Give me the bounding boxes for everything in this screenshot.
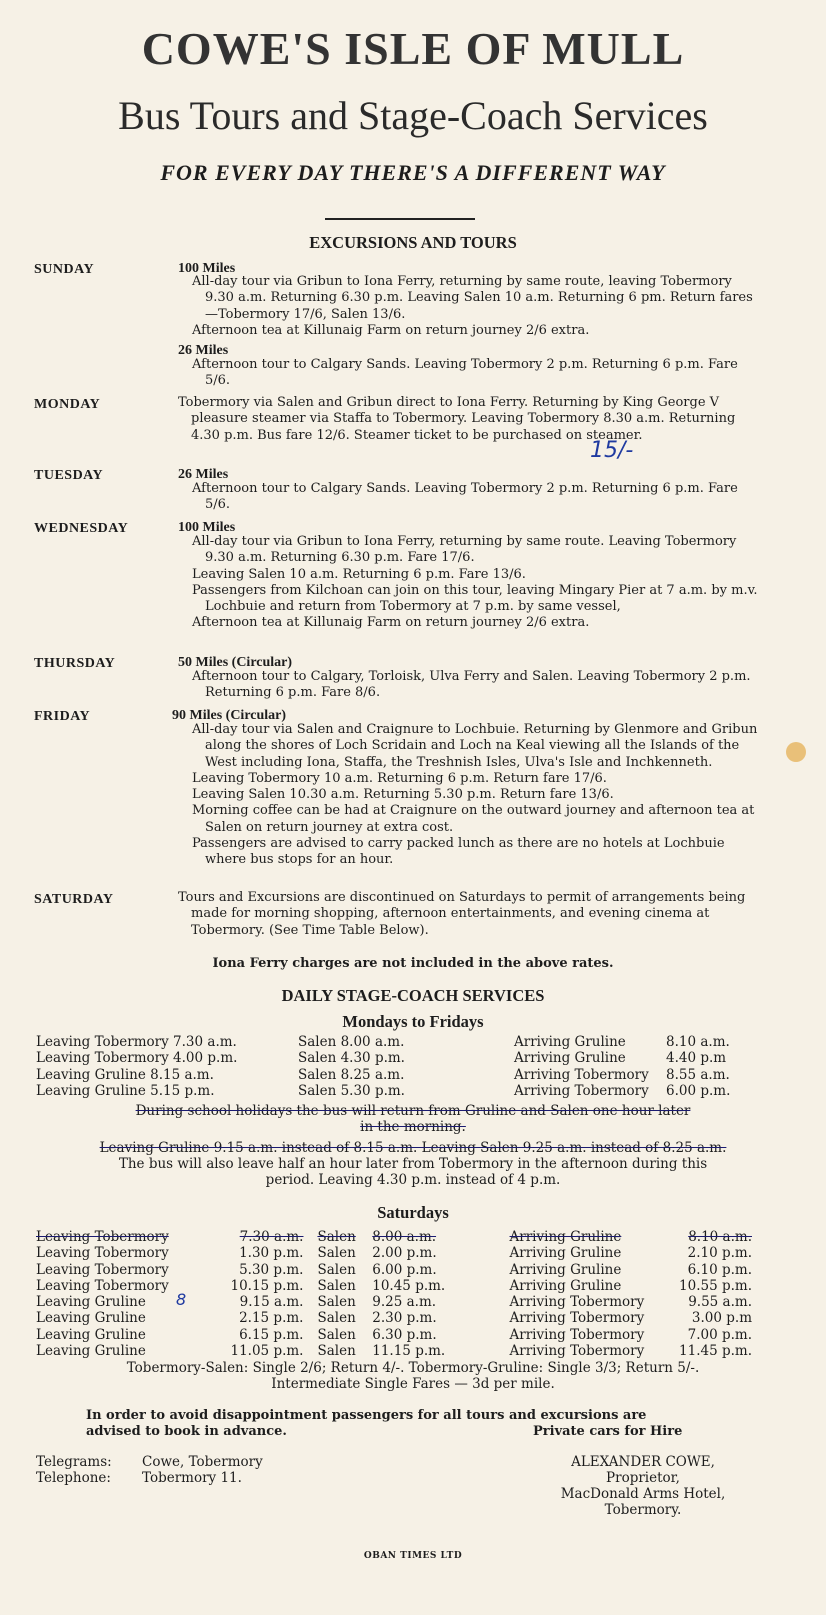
saturday-cell: 8.10 a.m. [688,1229,752,1245]
tuesday-miles: 26 Miles [178,467,229,482]
saturday-note [178,890,760,939]
weekday-cell: Salen 4.30 p.m. [298,1050,405,1067]
saturday-cell: 5.30 p.m. [239,1261,304,1278]
saturday-cell: Leaving Tobermory [36,1261,169,1278]
saturday-cell: Leaving Tobermory [36,1245,169,1262]
saturday-row [36,1278,752,1294]
saturday-cell: Salen [317,1343,356,1360]
thursday-miles: 50 Miles (Circular) [178,655,293,670]
weekday-cell: 8.55 a.m. [666,1066,730,1083]
saturday-row [36,1245,752,1261]
advice-line1: In order to avoid disappointment passengers for all tours and excursions are [86,1408,647,1423]
saturday-cell: Salen [317,1326,356,1343]
weekday-cell: Leaving Tobermory 7.30 a.m. [36,1034,237,1050]
saturday-cell: Arriving Gruline [509,1245,622,1262]
saturday-cell: Salen [317,1261,356,1278]
saturday-timetable [36,1229,752,1359]
saturday-cell: 6.00 p.m. [372,1261,437,1278]
tuesday-tour [192,481,760,514]
holiday-notice-line5: period. Leaving 4.30 p.m. instead of 4 p.m. [265,1172,561,1188]
sunday-tour-b [192,357,760,390]
saturday-cell: 11.15 p.m. [372,1343,446,1360]
saturday-cell: 2.15 p.m. [239,1310,304,1327]
saturday-row [36,1327,752,1343]
saturday-cell: 11.05 p.m. [230,1343,304,1360]
saturday-cell: 9.15 a.m. [239,1294,304,1311]
saturday-cell: Arriving Gruline [509,1261,622,1278]
saturday-cell: Salen [317,1294,356,1311]
weekday-cell: Salen 8.25 a.m. [298,1066,405,1083]
friday-p2: Leaving Tobermory 10 a.m. Returning 6 p.m. Return fare 17/6. [192,770,607,786]
fares-line1: Tobermory-Salen: Single 2/6; Return 4/-. Tobermory-Gruline: Single 3/3; Return 5/-. [126,1360,700,1376]
hotel-name: MacDonald Arms Hotel, [560,1486,726,1502]
handwritten-time-annotation: 8 [176,1290,187,1309]
wednesday-p3: Passengers from Kilchoan can join on this tour, leaving Mingary Pier at 7 a.m. by m.v. Lochbuie and return from Tobermory at 7 p.m. by same vessel, [192,582,758,615]
saturday-cell: 7.00 p.m. [687,1326,752,1343]
weekday-cell: 8.10 a.m. [666,1034,730,1050]
weekday-cell: Leaving Tobermory 4.00 p.m. [36,1050,238,1067]
private-cars-note: Private cars for Hire [533,1424,683,1439]
saturday-cell: Salen [317,1277,356,1294]
wednesday-tour [192,534,760,632]
saturday-cell: Leaving Gruline [36,1343,146,1360]
weekday-cell: Arriving Gruline [514,1034,626,1050]
saturday-row [36,1262,752,1278]
sunday-tour-b-text: Afternoon tour to Calgary Sands. Leaving Tobermory 2 p.m. Returning 6 p.m. Fare 5/6. [192,357,738,389]
saturday-cell: Leaving Tobermory [36,1229,169,1245]
weekday-row [36,1067,758,1083]
saturday-row [36,1310,752,1326]
holiday-notice-line3: Leaving Gruline 9.15 a.m. instead of 8.15 a.m. Leaving Salen 9.25 a.m. instead of 8.25 a.m. [99,1140,727,1156]
weekday-row [36,1050,758,1066]
saturday-row [36,1229,752,1245]
day-saturday: SATURDAY [34,892,114,907]
weekday-row [36,1034,758,1050]
saturday-cell: Arriving Gruline [509,1277,622,1294]
weekday-cell: 6.00 p.m. [666,1082,731,1099]
day-tuesday: TUESDAY [34,468,104,483]
saturday-cell: Leaving Gruline [36,1294,146,1311]
wednesday-miles: 100 Miles [178,520,236,535]
telephone-value: Tobermory 11. [142,1470,242,1486]
day-sunday: SUNDAY [34,262,95,277]
saturday-cell: Leaving Gruline [36,1326,146,1343]
ferry-charges-note: Iona Ferry charges are not included in the above rates. [212,956,614,971]
day-wednesday: WEDNESDAY [34,521,129,536]
telephone-label: Telephone: [36,1470,111,1486]
thursday-tour-text: Afternoon tour to Calgary, Torloisk, Ulva Ferry and Salen. Leaving Tobermory 2 p.m. Returning 6 p.m. Fare 8/6. [192,669,751,701]
weekday-cell: Salen 5.30 p.m. [298,1082,405,1099]
monday-tour-text: Tobermory via Salen and Gribun direct to Iona Ferry. Returning by King George V pleasure steamer via Staffa to Tobermory. Leaving Tobermory 8.30 a.m. Returning 4.30 p.m. Bus fare 12/6. Steamer ticket to be purchased on steamer. [178,395,736,443]
day-monday: MONDAY [34,397,101,412]
fares-line2: Intermediate Single Fares — 3d per mile. [271,1376,555,1392]
saturday-cell: 3.00 p.m [691,1310,752,1327]
hotel-town: Tobermory. [604,1502,682,1518]
excursions-heading: EXCURSIONS AND TOURS [309,233,517,252]
wednesday-p4: Afternoon tea at Killunaig Farm on return journey 2/6 extra. [192,615,590,631]
page-subtitle: Bus Tours and Stage-Coach Services [118,93,708,138]
saturday-cell: Salen [317,1229,356,1245]
friday-p3: Leaving Salen 10.30 a.m. Returning 5.30 p.m. Return fare 13/6. [192,787,614,803]
saturday-cell: 10.15 p.m. [230,1277,304,1294]
holiday-notice-line1: During school holidays the bus will return from Gruline and Salen one hour later [135,1103,691,1119]
day-friday: FRIDAY [34,709,91,724]
saturday-cell: 6.15 p.m. [239,1326,304,1343]
sunday-miles-a: 100 Miles [178,261,236,276]
monday-tour [178,395,760,444]
saturday-note-text: Tours and Excursions are discontinued on Saturdays to permit of arrangements being made for morning shopping, afternoon entertainments, and evening cinema at Tobermory. (See Time Table Below). [178,890,746,938]
friday-p1: All-day tour via Salen and Craignure to Lochbuie. Returning by Glenmore and Gribun along the shores of Loch Scridain and Loch na Keal viewing all the Islands of the West including Iona, Staffa, the Treshnish Isles, Ulva's Isle and Inchkenneth. [192,722,758,770]
saturday-cell: Salen [317,1245,356,1262]
wednesday-p2: Leaving Salen 10 a.m. Returning 6 p.m. Fare 13/6. [192,566,526,582]
thursday-tour [192,669,760,702]
saturday-cell: 6.30 p.m. [372,1326,437,1343]
saturday-cell: 10.45 p.m. [372,1277,446,1294]
saturday-cell: 9.25 a.m. [372,1294,437,1311]
weekday-timetable [36,1034,758,1099]
page-title: COWE'S ISLE OF MULL [141,23,685,74]
sunday-tour-a [192,274,760,339]
holiday-notice-line4: The bus will also leave half an hour later from Tobermory in the afternoon during this [118,1156,708,1172]
paper-stain [786,742,806,762]
stage-coach-heading: DAILY STAGE-COACH SERVICES [281,986,545,1005]
telegrams-label: Telegrams: [36,1454,112,1470]
saturday-cell: 2.10 p.m. [687,1245,752,1262]
weekday-cell: Arriving Gruline [514,1050,626,1067]
saturday-cell: 11.45 p.m. [679,1343,752,1360]
weekdays-heading: Mondays to Fridays [342,1012,484,1031]
saturday-cell: 10.55 p.m. [679,1277,752,1294]
day-thursday: THURSDAY [34,656,116,671]
saturday-cell: Arriving Tobermory [509,1310,645,1327]
saturday-cell: Arriving Tobermory [509,1343,645,1360]
friday-tour [192,722,760,869]
advice-line2: advised to book in advance. [86,1424,287,1439]
friday-p5: Passengers are advised to carry packed lunch as there are no hotels at Lochbuie where bus stops for an hour. [192,836,725,868]
saturday-cell: 2.00 p.m. [372,1245,437,1262]
divider [325,218,475,220]
weekday-row [36,1083,758,1099]
proprietor-name: ALEXANDER COWE, [571,1454,715,1470]
weekday-cell: Arriving Tobermory [514,1066,649,1083]
friday-p4: Morning coffee can be had at Craignure on the outward journey and afternoon tea at Salen on return journey at extra cost. [192,803,755,835]
weekday-cell: 4.40 p.m [666,1050,727,1067]
handwritten-fare-annotation: 15/- [590,438,634,463]
saturday-cell: 9.55 a.m. [688,1294,752,1311]
sunday-miles-b: 26 Miles [178,343,229,358]
tuesday-tour-text: Afternoon tour to Calgary Sands. Leaving Tobermory 2 p.m. Returning 6 p.m. Fare 5/6. [192,481,738,513]
saturday-cell: Leaving Gruline [36,1310,146,1327]
tagline: FOR EVERY DAY THERE'S A DIFFERENT WAY [160,160,666,185]
saturday-row [36,1294,752,1310]
weekday-cell: Arriving Tobermory [514,1082,649,1099]
proprietor-title: Proprietor, [606,1470,680,1486]
weekday-cell: Leaving Gruline 8.15 a.m. [36,1066,214,1083]
saturday-cell: Leaving Tobermory [36,1277,169,1294]
saturdays-heading: Saturdays [377,1203,449,1222]
saturday-cell: 1.30 p.m. [239,1245,304,1262]
sunday-tour-a-text: All-day tour via Gribun to Iona Ferry, returning by same route, leaving Tobermory 9.30 a.m. Returning 6.30 p.m. Leaving Salen 10 a.m. Returning 6 pm. Return fares—Tobermory 17/6, Salen 13/6. [192,274,753,322]
saturday-cell: Arriving Tobermory [509,1326,645,1343]
saturday-cell: Arriving Gruline [509,1229,622,1245]
holiday-notice-line2: in the morning. [360,1119,466,1135]
weekday-cell: Salen 8.00 a.m. [298,1034,405,1050]
saturday-cell: 6.10 p.m. [687,1261,752,1278]
sunday-tea: Afternoon tea at Killunaig Farm on return journey 2/6 extra. [192,322,590,338]
wednesday-p1: All-day tour via Gribun to Iona Ferry, returning by same route. Leaving Tobermory 9.30 a.m. Returning 6.30 p.m. Fare 17/6. [192,534,737,566]
saturday-row [36,1343,752,1359]
saturday-cell: 7.30 a.m. [239,1229,304,1245]
weekday-cell: Leaving Gruline 5.15 p.m. [36,1082,215,1099]
telegrams-value: Cowe, Tobermory [142,1454,263,1470]
saturday-cell: Arriving Tobermory [509,1294,645,1311]
saturday-cell: Salen [317,1310,356,1327]
printer-imprint: OBAN TIMES LTD [363,1551,463,1561]
saturday-cell: 2.30 p.m. [372,1310,437,1327]
saturday-cell: 8.00 a.m. [372,1229,437,1245]
friday-miles: 90 Miles (Circular) [172,708,287,723]
